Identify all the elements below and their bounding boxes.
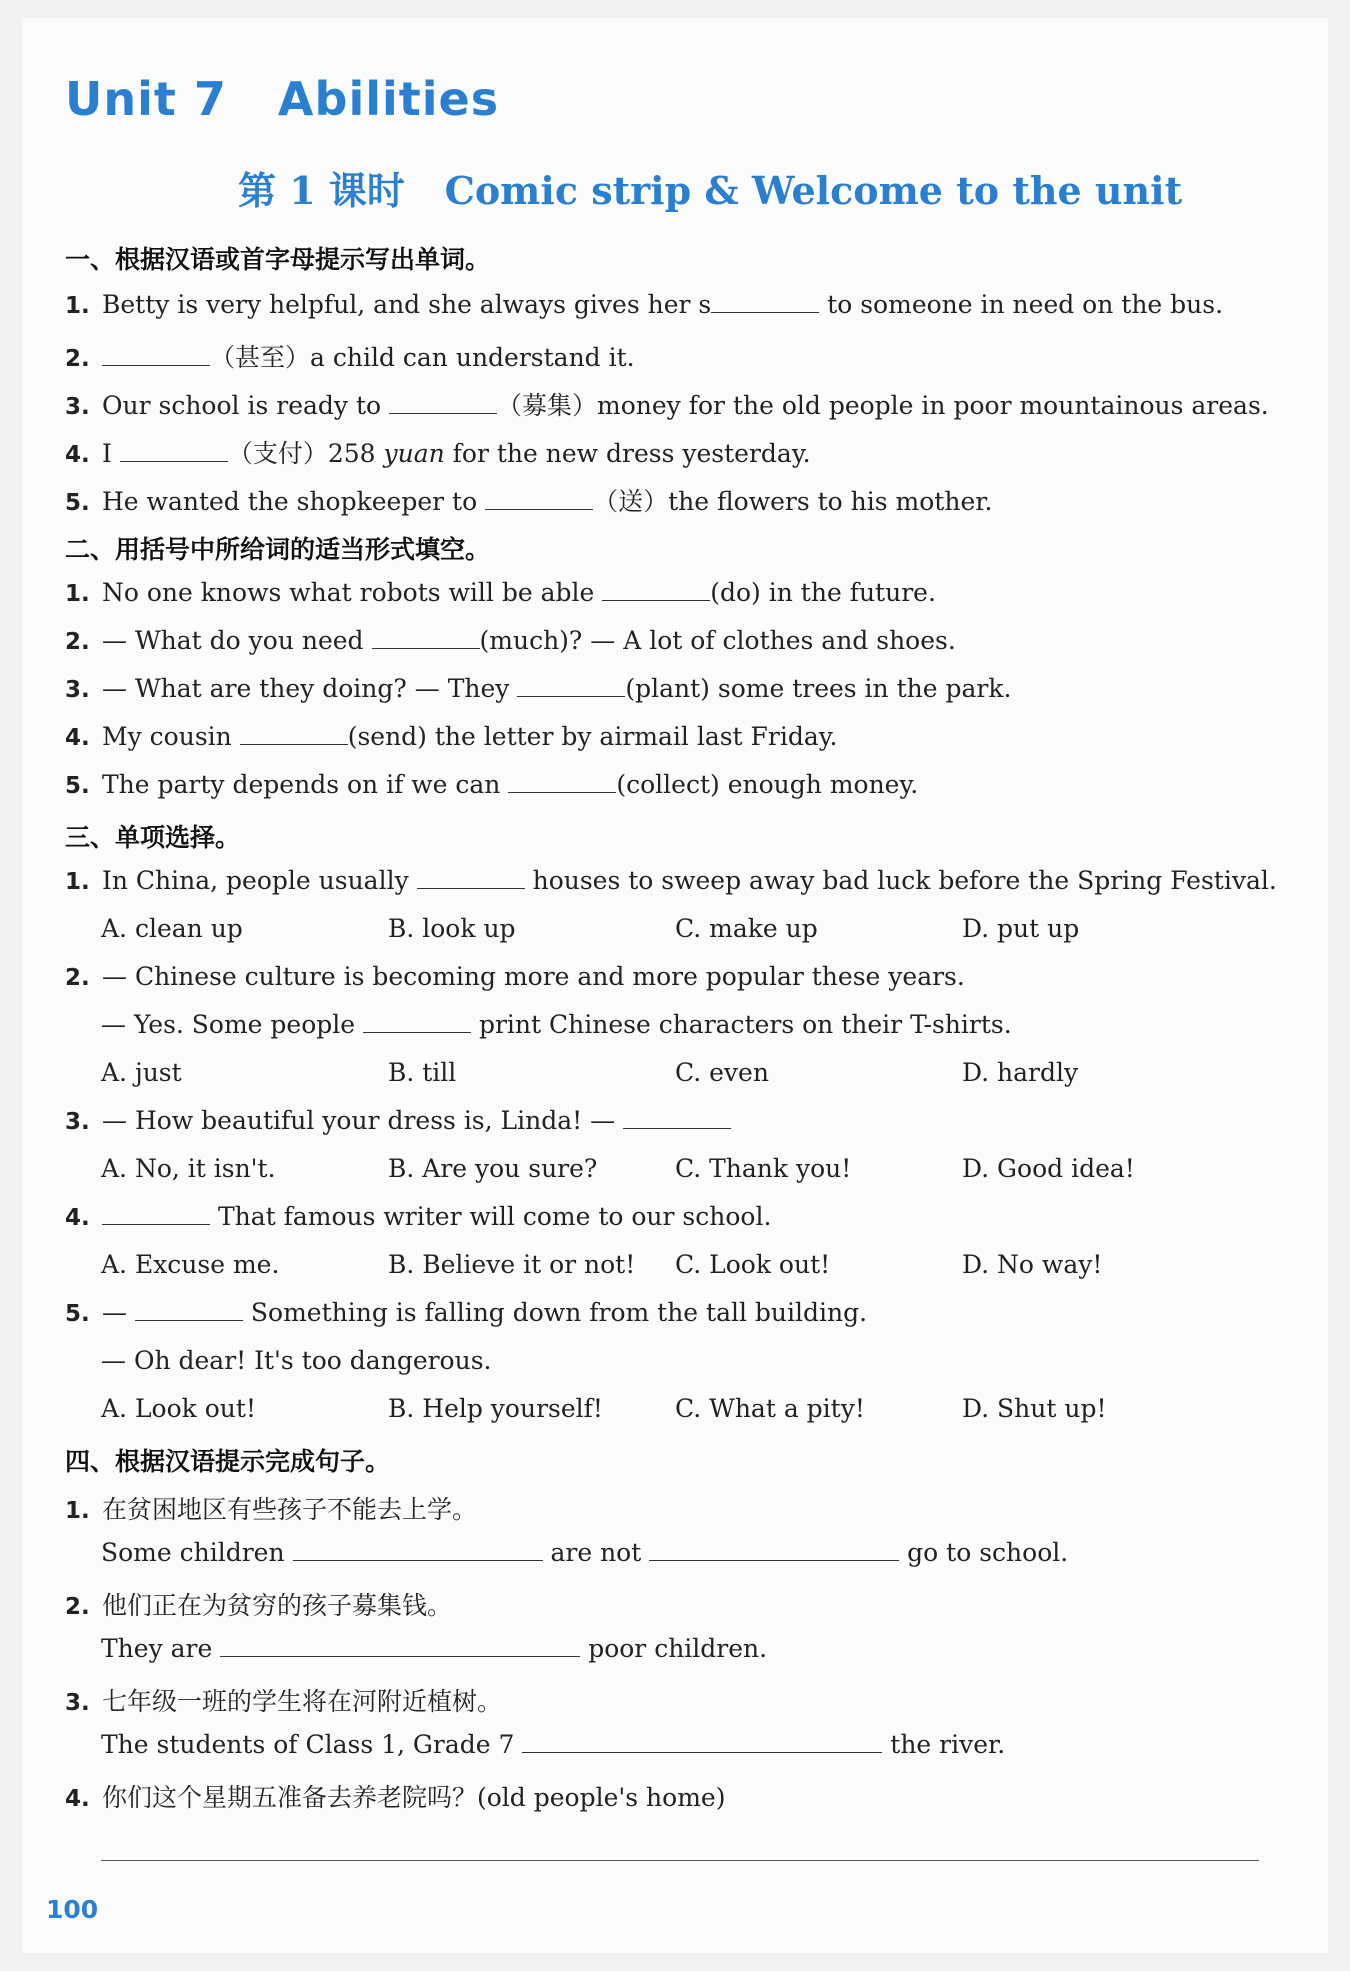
part3-question-1: 1. In China, people usually houses to sweep away bad luck before the Spring Festival.	[65, 866, 1277, 895]
lesson-title: 第 1 课时 Comic strip & Welcome to the unit	[238, 168, 1183, 213]
option-c[interactable]: C. What a pity!	[675, 1394, 865, 1423]
option-a[interactable]: A. Look out!	[101, 1394, 256, 1423]
option-b[interactable]: B. Help yourself!	[388, 1394, 603, 1423]
answer-blank[interactable]	[102, 1202, 210, 1225]
answer-blank[interactable]	[711, 290, 819, 313]
answer-blank[interactable]	[120, 439, 228, 462]
answer-blank[interactable]	[485, 487, 593, 510]
part1-item-4: 4. I （支付）258 yuan for the new dress yesterday.	[65, 439, 811, 468]
part4-item-3-english: The students of Class 1, Grade 7 the river.	[101, 1730, 1006, 1759]
answer-blank[interactable]	[363, 1010, 471, 1033]
part1-item-3: 3. Our school is ready to （募集）money for the old people in poor mountainous areas.	[65, 391, 1269, 420]
option-b[interactable]: B. look up	[388, 914, 516, 943]
unit-title: Unit 7 Abilities	[65, 72, 500, 126]
section-4-heading: 四、根据汉语提示完成句子。	[65, 1447, 391, 1476]
part3-question-3: 3. — How beautiful your dress is, Linda! —	[65, 1106, 731, 1135]
part2-item-3: 3. — What are they doing? — They (plant) some trees in the park.	[65, 674, 1012, 703]
page-number: 100	[46, 1895, 99, 1924]
part3-question-4: 4. That famous writer will come to our school.	[65, 1202, 772, 1231]
answer-blank[interactable]	[602, 578, 710, 601]
option-d[interactable]: D. put up	[962, 914, 1080, 943]
part3-question-2-reply: — Yes. Some people print Chinese characters on their T-shirts.	[101, 1010, 1012, 1039]
option-b[interactable]: B. till	[388, 1058, 457, 1087]
part2-item-5: 5. The party depends on if we can (collect) enough money.	[65, 770, 919, 799]
answer-blank[interactable]	[649, 1538, 899, 1561]
section-2-heading: 二、用括号中所给词的适当形式填空。	[65, 535, 491, 564]
option-c[interactable]: C. Look out!	[675, 1250, 831, 1279]
option-c[interactable]: C. make up	[675, 914, 818, 943]
section-1-heading: 一、根据汉语或首字母提示写出单词。	[65, 245, 491, 274]
part2-item-2: 2. — What do you need (much)? — A lot of clothes and shoes.	[65, 626, 956, 655]
part1-item-2: 2. （甚至）a child can understand it.	[65, 343, 635, 372]
part4-item-4-chinese: 4. 你们这个星期五准备去养老院吗？(old people's home)	[65, 1783, 726, 1812]
option-d[interactable]: D. hardly	[962, 1058, 1079, 1087]
section-3-heading: 三、单项选择。	[65, 823, 241, 852]
answer-blank[interactable]	[372, 626, 480, 649]
option-a[interactable]: A. Excuse me.	[101, 1250, 280, 1279]
answer-blank[interactable]	[508, 770, 616, 793]
part3-question-2: 2. — Chinese culture is becoming more and more popular these years.	[65, 962, 965, 991]
option-c[interactable]: C. Thank you!	[675, 1154, 852, 1183]
part3-question-5: 5. — Something is falling down from the tall building.	[65, 1298, 868, 1327]
part1-item-5: 5. He wanted the shopkeeper to （送）the flowers to his mother.	[65, 487, 993, 516]
part4-item-2-chinese: 2. 他们正在为贫穷的孩子募集钱。	[65, 1591, 453, 1620]
answer-blank[interactable]	[623, 1106, 731, 1129]
part4-item-2-english: They are poor children.	[101, 1634, 768, 1663]
part4-item-1-chinese: 1. 在贫困地区有些孩子不能去上学。	[65, 1495, 478, 1524]
option-b[interactable]: B. Are you sure?	[388, 1154, 598, 1183]
part4-item-1-english: Some children are not go to school.	[101, 1538, 1069, 1567]
answer-blank[interactable]	[220, 1634, 580, 1657]
part4-item-3-chinese: 3. 七年级一班的学生将在河附近植树。	[65, 1687, 503, 1716]
answer-blank[interactable]	[240, 722, 348, 745]
answer-blank[interactable]	[293, 1538, 543, 1561]
option-a[interactable]: A. just	[101, 1058, 182, 1087]
option-d[interactable]: D. Good idea!	[962, 1154, 1135, 1183]
answer-blank[interactable]	[102, 343, 210, 366]
option-a[interactable]: A. No, it isn't.	[101, 1154, 276, 1183]
part1-item-1: 1. Betty is very helpful, and she always gives her s to someone in need on the bus.	[65, 290, 1224, 319]
option-d[interactable]: D. No way!	[962, 1250, 1103, 1279]
part2-item-4: 4. My cousin (send) the letter by airmail last Friday.	[65, 722, 838, 751]
option-b[interactable]: B. Believe it or not!	[388, 1250, 636, 1279]
answer-blank[interactable]	[389, 391, 497, 414]
option-a[interactable]: A. clean up	[101, 914, 243, 943]
option-d[interactable]: D. Shut up!	[962, 1394, 1107, 1423]
answer-blank[interactable]	[135, 1298, 243, 1321]
part3-question-5-reply: — Oh dear! It's too dangerous.	[101, 1346, 492, 1375]
answer-blank[interactable]	[517, 674, 625, 697]
option-c[interactable]: C. even	[675, 1058, 769, 1087]
part2-item-1: 1. No one knows what robots will be able (do) in the future.	[65, 578, 936, 607]
answer-blank[interactable]	[522, 1730, 882, 1753]
answer-writing-line[interactable]	[101, 1860, 1259, 1861]
answer-blank[interactable]	[417, 866, 525, 889]
